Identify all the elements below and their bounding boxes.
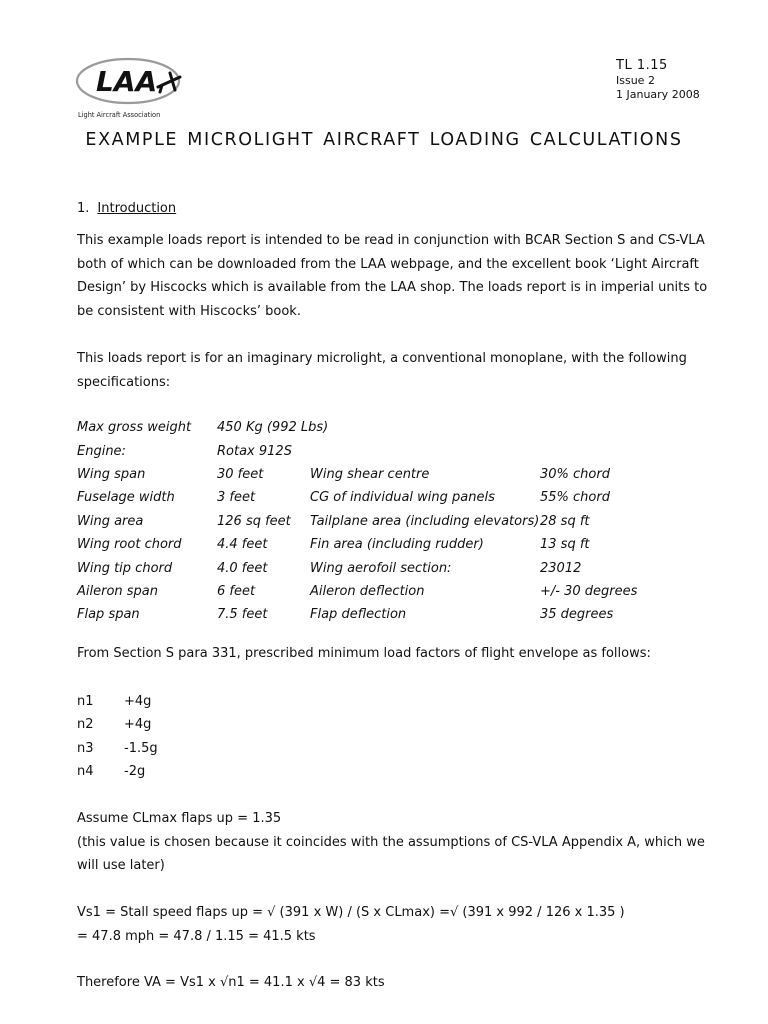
laa-logo-graphic [74, 56, 186, 122]
spec-value: 7.5 feet [217, 607, 268, 623]
issue-date: 1 January 2008 [616, 88, 700, 101]
paragraph-line: This loads report is for an imaginary microlight, a conventional monoplane, with the following [77, 350, 687, 366]
section-heading [77, 199, 717, 219]
clmax-paragraph [77, 807, 717, 878]
spec-value: 23012 [540, 560, 582, 576]
equation-line: = 47.8 mph = 47.8 / 1.15 = 41.5 kts [77, 928, 316, 944]
intro-paragraph [77, 229, 717, 324]
laa-logo [74, 56, 186, 122]
spec-label: Wing area [77, 513, 144, 529]
stall-speed-paragraph [77, 901, 717, 948]
spec-label: Wing aerofoil section: [310, 560, 452, 576]
section-title: Introduction [97, 201, 177, 216]
spec-label: Fuselage width [77, 490, 175, 506]
paragraph-line: both of which can be downloaded from the LAA webpage, and the excellent book ‘Light Aircraft [77, 256, 699, 272]
spec-row [77, 510, 717, 533]
issue-number: Issue 2 [616, 74, 655, 88]
spec-label: Fin area (including rudder) [310, 537, 484, 553]
load-factor-row [77, 760, 717, 784]
paragraph-line: specifications: [77, 374, 171, 390]
spec-row [77, 463, 717, 486]
va-equation: Therefore VA = Vs1 x √n1 = 41.1 x √4 = 83 kts [77, 975, 385, 991]
spec-row [77, 580, 717, 603]
load-factor-value: +4g [124, 717, 152, 733]
spec-value: 126 sq feet [217, 513, 291, 529]
load-factor-symbol: n3 [77, 740, 94, 756]
spec-value: +/- 30 degrees [540, 583, 638, 599]
load-factor-symbol: n2 [77, 717, 94, 733]
spec-label: Tailplane area (including elevators) [310, 513, 540, 529]
spec-value: 3 feet [217, 490, 256, 506]
spec-label: Aileron span [77, 583, 159, 599]
spec-value: Rotax 912S [217, 443, 292, 459]
spec-intro-paragraph [77, 347, 717, 394]
spec-value: 55% chord [540, 490, 610, 506]
spec-value: 28 sq ft [540, 513, 590, 529]
paragraph-line: be consistent with Hiscocks’ book. [77, 304, 301, 320]
load-factor-list [77, 690, 717, 784]
load-factor-row [77, 713, 717, 737]
paragraph-line: will use later) [77, 858, 165, 874]
spec-label: CG of individual wing panels [310, 490, 495, 506]
spec-label: Engine: [77, 443, 126, 459]
spec-label: Wing root chord [77, 537, 182, 553]
spec-row [77, 603, 717, 626]
spec-row [77, 533, 717, 556]
section-number: 1. [77, 201, 90, 216]
spec-label: Flap deflection [310, 607, 407, 623]
spec-label: Max gross weight [77, 420, 192, 436]
reference-code: TL 1.15 [616, 58, 668, 73]
paragraph-line: Design’ by Hiscocks which is available from the LAA shop. The loads report is in imperial units to [77, 280, 708, 296]
load-factor-row [77, 737, 717, 761]
spec-label: Aileron deflection [310, 583, 425, 599]
spec-row [77, 440, 717, 463]
paragraph-line: This example loads report is intended to be read in conjunction with BCAR Section S and CS-VLA [77, 233, 705, 248]
load-factor-value: -1.5g [124, 740, 158, 756]
document-reference [616, 58, 700, 102]
spec-label: Wing tip chord [77, 560, 173, 576]
document-body [77, 199, 717, 995]
spec-value: 30 feet [217, 467, 264, 482]
load-factor-symbol: n1 [77, 693, 94, 709]
spec-label: Wing shear centre [310, 467, 430, 482]
spec-row [77, 416, 717, 439]
load-factor-intro: From Section S para 331, prescribed minimum load factors of flight envelope as follows: [77, 646, 651, 662]
spec-value: 6 feet [217, 583, 256, 599]
spec-value: 35 degrees [540, 607, 614, 623]
spec-row [77, 486, 717, 509]
load-factor-value: -2g [124, 764, 146, 780]
spec-label: Wing span [77, 467, 146, 482]
spec-value: 30% chord [540, 467, 610, 482]
paragraph-line: Assume CLmax flaps up = 1.35 [77, 810, 282, 826]
logo-text: LAA [96, 65, 158, 98]
load-factor-value: +4g [124, 693, 152, 709]
spec-value: 450 Kg (992 Lbs) [217, 420, 329, 436]
equation-line: Vs1 = Stall speed flaps up = √ (391 x W) / (S x CLmax) =√ (391 x 992 / 126 x 1.35 ) [77, 905, 625, 921]
specification-table [77, 416, 717, 628]
spec-value: 4.0 feet [217, 560, 268, 576]
spec-value: 4.4 feet [217, 537, 268, 553]
spec-value: 13 sq ft [540, 537, 590, 553]
load-factor-symbol: n4 [77, 764, 94, 780]
spec-row [77, 557, 717, 580]
document-title: EXAMPLE MICROLIGHT AIRCRAFT LOADING CALCULATIONS [85, 130, 683, 150]
spec-label: Flap span [77, 607, 140, 623]
logo-caption: Light Aircraft Association [78, 111, 161, 119]
load-factor-row [77, 690, 717, 714]
paragraph-line: (this value is chosen because it coincides with the assumptions of CS-VLA Appendix A, which we [77, 834, 705, 850]
